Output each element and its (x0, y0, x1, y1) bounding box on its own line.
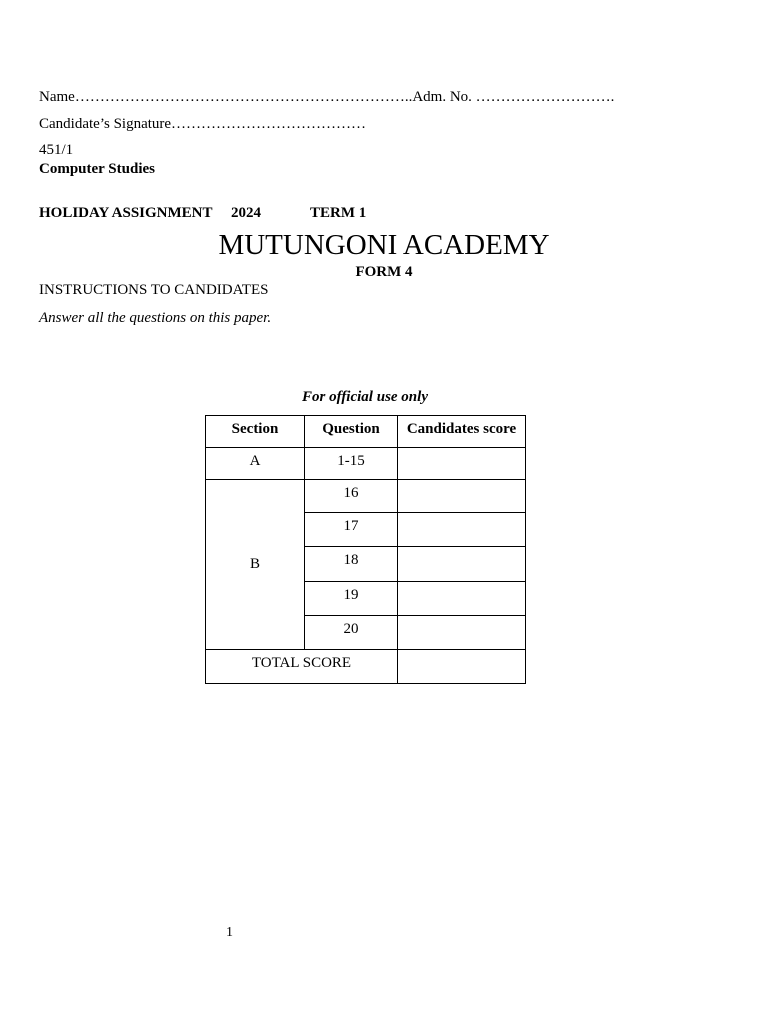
score-cell[interactable] (398, 513, 526, 547)
name-field-label[interactable]: Name………………………………………………………….. (39, 89, 413, 105)
paper-code: 451/1 (39, 142, 74, 158)
section-b-cell: B (206, 480, 305, 650)
score-table (205, 415, 526, 684)
name-line (39, 89, 614, 106)
instructions-text: Answer all the questions on this paper. (39, 310, 272, 326)
column-header-question: Question (305, 416, 398, 448)
question-cell: 1-15 (305, 448, 398, 480)
table-row (206, 448, 526, 480)
subject-title: Computer Studies (39, 161, 155, 177)
score-cell[interactable] (398, 480, 526, 513)
assignment-term: TERM 1 (310, 205, 367, 221)
total-score-cell[interactable] (398, 650, 526, 684)
section-a-cell: A (206, 448, 305, 480)
form-level: FORM 4 (355, 264, 413, 280)
official-use-caption: For official use only (302, 389, 428, 405)
assignment-line (39, 205, 366, 222)
assignment-title: HOLIDAY ASSIGNMENT (39, 205, 213, 221)
column-header-section: Section (206, 416, 305, 448)
candidate-signature-field[interactable]: Candidate’s Signature………………………………… (39, 116, 367, 132)
table-row (206, 480, 526, 513)
school-name: MUTUNGONI ACADEMY (218, 229, 550, 261)
question-cell: 20 (305, 615, 398, 649)
table-header-row (206, 416, 526, 448)
table-total-row (206, 650, 526, 684)
question-cell: 17 (305, 513, 398, 547)
total-score-label: TOTAL SCORE (206, 650, 398, 684)
column-header-score: Candidates score (398, 416, 526, 448)
score-cell[interactable] (398, 615, 526, 649)
question-cell: 19 (305, 581, 398, 615)
question-cell: 18 (305, 547, 398, 581)
score-cell[interactable] (398, 581, 526, 615)
score-cell[interactable] (398, 547, 526, 581)
question-cell: 16 (305, 480, 398, 513)
instructions-heading: INSTRUCTIONS TO CANDIDATES (39, 282, 269, 298)
score-cell[interactable] (398, 448, 526, 480)
page-number: 1 (226, 925, 233, 940)
assignment-year: 2024 (231, 205, 261, 221)
adm-no-field-label[interactable]: Adm. No. ………………………. (412, 89, 615, 105)
